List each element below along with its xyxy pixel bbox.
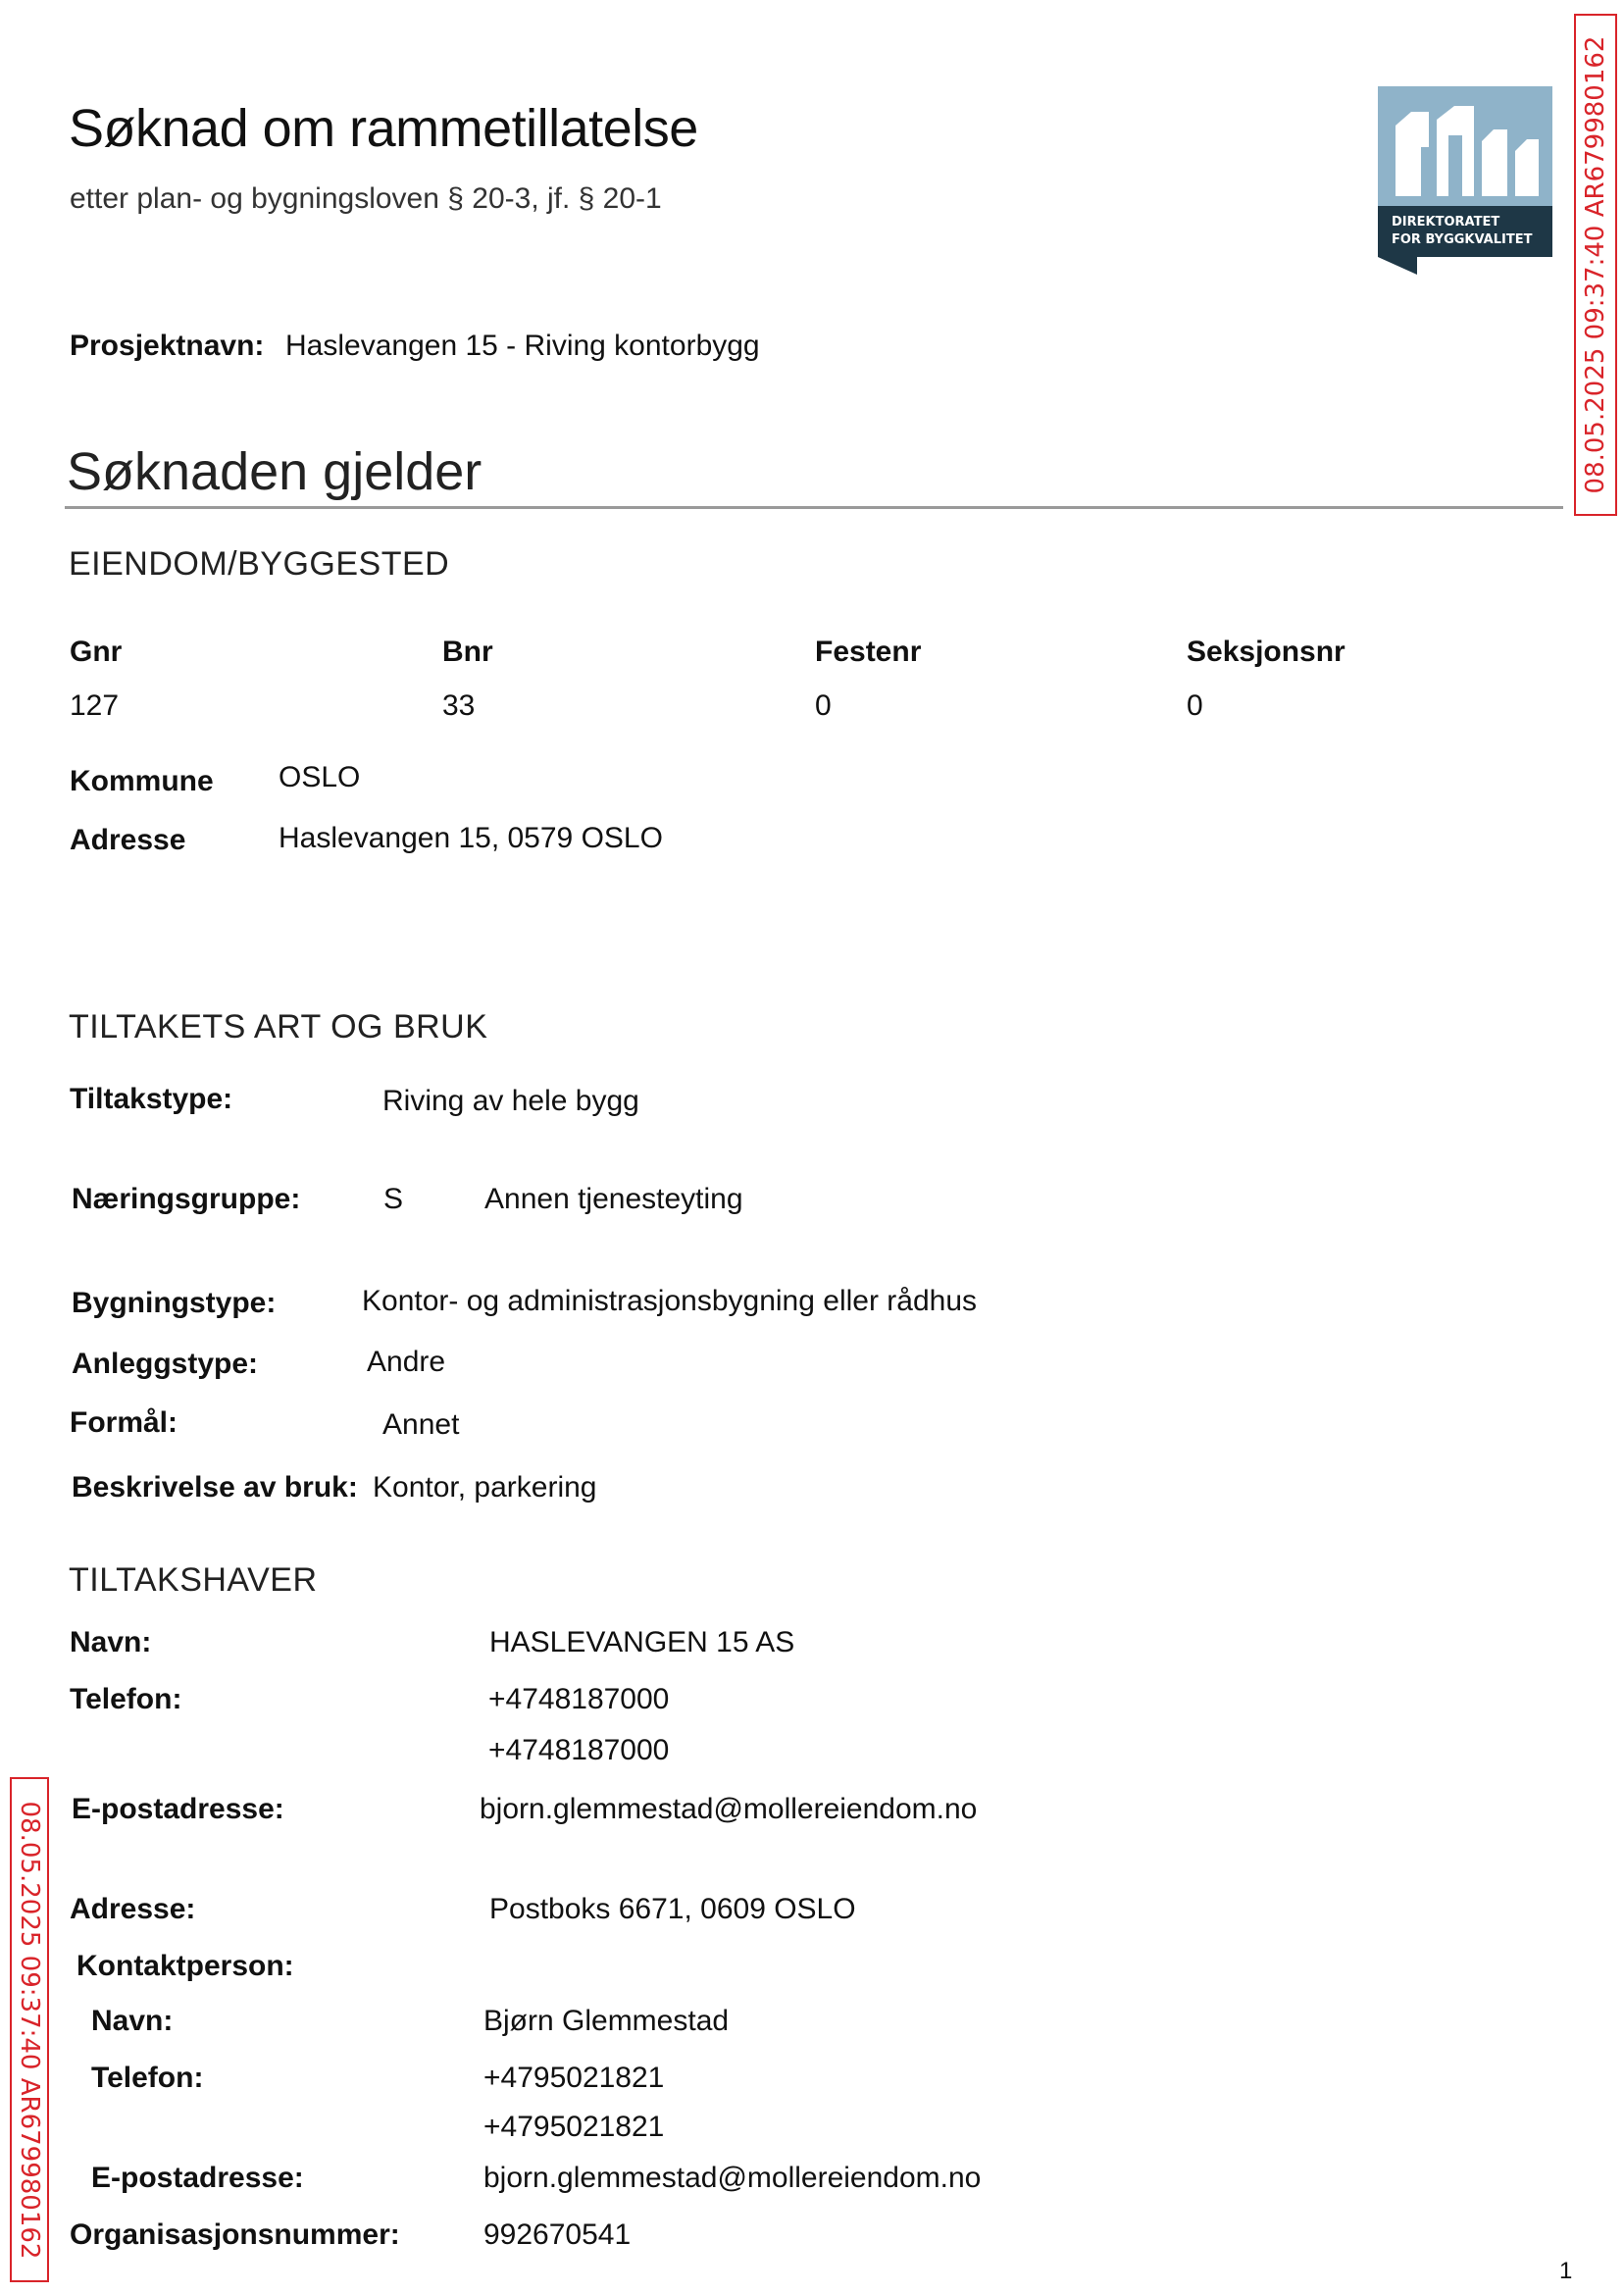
kontakt-navn-label: Navn:	[91, 2005, 174, 2037]
section-divider	[65, 506, 1563, 509]
project-name-value: Haslevangen 15 - Riving kontorbygg	[285, 330, 760, 362]
kommune-value: OSLO	[279, 761, 361, 793]
beskrivelse-label: Beskrivelse av bruk:	[72, 1471, 358, 1504]
formal-value: Annet	[382, 1408, 460, 1441]
document-title: Søknad om rammetillatelse	[69, 99, 698, 158]
tiltakshaver-navn-label: Navn:	[70, 1626, 152, 1658]
logo-line-1: DIREKTORATET	[1392, 215, 1500, 229]
bygningstype-label: Bygningstype:	[72, 1287, 277, 1319]
tiltakshaver-telefon-1: +4748187000	[488, 1683, 670, 1715]
tiltakshaver-navn-value: HASLEVANGEN 15 AS	[489, 1626, 795, 1658]
beskrivelse-value: Kontor, parkering	[373, 1471, 597, 1504]
seksjonsnr-value: 0	[1187, 689, 1203, 722]
tiltakshaver-telefon-label: Telefon:	[70, 1683, 182, 1715]
tiltakshaver-epost-value: bjorn.glemmestad@mollereiendom.no	[480, 1793, 978, 1825]
logo-line-2: FOR BYGGKVALITET	[1392, 232, 1533, 247]
tiltakshaver-epost-label: E-postadresse:	[72, 1793, 284, 1825]
gnr-value: 127	[70, 689, 120, 722]
formal-label: Formål:	[70, 1406, 178, 1439]
kontakt-navn-value: Bjørn Glemmestad	[483, 2005, 730, 2037]
section-heading: Søknaden gjelder	[67, 442, 482, 501]
festenr-value: 0	[815, 689, 832, 722]
project-name-label: Prosjektnavn:	[70, 330, 265, 362]
dibk-logo	[1378, 86, 1552, 275]
naeringsgruppe-value: Annen tjenesteyting	[484, 1183, 743, 1215]
seksjonsnr-label: Seksjonsnr	[1187, 636, 1345, 668]
gnr-label: Gnr	[70, 636, 123, 668]
naeringsgruppe-code: S	[383, 1183, 404, 1215]
organisasjonsnummer-label: Organisasjonsnummer:	[70, 2218, 400, 2251]
bnr-label: Bnr	[442, 636, 493, 668]
kommune-label: Kommune	[70, 765, 214, 797]
timestamp-stamp-left	[10, 1777, 49, 2282]
tiltak-heading: TILTAKETS ART OG BRUK	[69, 1008, 488, 1045]
stamp-text: 08.05.2025 09:37:40 AR679980162	[15, 1801, 44, 2259]
organisasjonsnummer-value: 992670541	[483, 2218, 632, 2251]
anleggstype-value: Andre	[367, 1346, 446, 1378]
anleggstype-label: Anleggstype:	[72, 1348, 259, 1380]
adresse-label: Adresse	[70, 824, 186, 856]
page-number: 1	[1559, 2258, 1573, 2284]
naeringsgruppe-label: Næringsgruppe:	[72, 1183, 301, 1215]
festenr-label: Festenr	[815, 636, 922, 668]
tiltakshaver-telefon-2: +4748187000	[488, 1734, 670, 1766]
kontakt-telefon-1: +4795021821	[483, 2062, 665, 2094]
tiltakshaver-adresse-label: Adresse:	[70, 1893, 196, 1925]
document-subtitle: etter plan- og bygningsloven § 20-3, jf. § 20-1	[70, 182, 662, 215]
kontakt-epost-label: E-postadresse:	[91, 2162, 304, 2194]
dibk-logo-icon	[1378, 86, 1552, 275]
tiltakstype-label: Tiltakstype:	[70, 1083, 233, 1115]
kontakt-epost-value: bjorn.glemmestad@mollereiendom.no	[483, 2162, 982, 2194]
kontaktperson-label: Kontaktperson:	[76, 1950, 294, 1982]
eiendom-heading: EIENDOM/BYGGESTED	[69, 545, 450, 583]
stamp-text: 08.05.2025 09:37:40 AR679980162	[1581, 35, 1610, 494]
tiltakshaver-adresse-value: Postboks 6671, 0609 OSLO	[489, 1893, 856, 1925]
timestamp-stamp-right	[1574, 14, 1617, 516]
bnr-value: 33	[442, 689, 476, 722]
tiltakshaver-heading: TILTAKSHAVER	[69, 1561, 318, 1599]
kontakt-telefon-label: Telefon:	[91, 2062, 204, 2094]
kontakt-telefon-2: +4795021821	[483, 2111, 665, 2143]
adresse-value: Haslevangen 15, 0579 OSLO	[279, 822, 663, 854]
tiltakstype-value: Riving av hele bygg	[382, 1085, 639, 1117]
bygningstype-value: Kontor- og administrasjonsbygning eller rådhus	[362, 1285, 978, 1317]
